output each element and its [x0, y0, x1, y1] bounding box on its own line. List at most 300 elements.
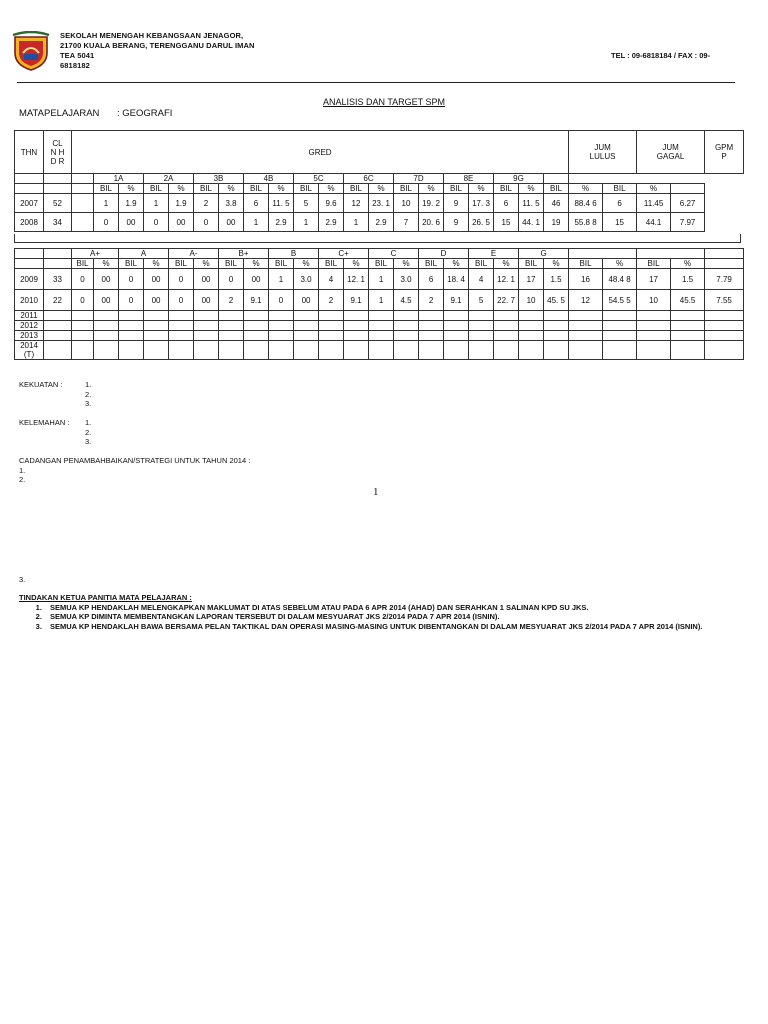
- blank-cell: [469, 311, 494, 321]
- strengths-item: 1.: [85, 380, 92, 389]
- blank-cell: [72, 341, 94, 360]
- bil-header: BIL: [169, 259, 194, 269]
- pct-cell: 1.9: [119, 194, 144, 213]
- pct-header: %: [219, 184, 244, 194]
- suggestions-label: CADANGAN PENAMBAHBAIKAN/STRATEGI UNTUK TAHUN 2014 :: [19, 456, 251, 465]
- blank-cell: [194, 331, 219, 341]
- grade-header: C: [369, 249, 419, 259]
- strengths-item: 2.: [85, 389, 92, 399]
- weaknesses-item: 2.: [85, 427, 92, 437]
- lulus-bil-cell: 12: [569, 290, 603, 311]
- bil-cell: 0: [119, 290, 144, 311]
- blank-cell: [344, 311, 369, 321]
- pct-cell: 9.1: [444, 290, 469, 311]
- header-divider: [17, 82, 735, 83]
- blank-cell: [344, 331, 369, 341]
- bil-cell: 5: [294, 194, 319, 213]
- bil-header: BIL: [94, 184, 119, 194]
- grade-header: G: [519, 249, 569, 259]
- blank-cell: [705, 311, 744, 321]
- bil-cell: 0: [72, 269, 94, 290]
- school-extra-line: 6818182: [60, 61, 90, 70]
- blank-cell: [444, 311, 469, 321]
- bil-header: BIL: [294, 184, 319, 194]
- action-item: 1. SEMUA KP HENDAKLAH MELENGKAPKAN MAKLUMAT DI ATAS SEBELUM ATAU PADA 6 APR 2014 (AHAD) DAN SERAHKAN 1 SALINAN KPD SU JKS.: [44, 603, 739, 613]
- bil-cell: 0: [219, 269, 244, 290]
- strengths-section: [19, 380, 91, 409]
- blank-cell: [219, 341, 244, 360]
- year-cell: 2011: [15, 311, 44, 321]
- bil-header: BIL: [319, 259, 344, 269]
- blank-cell: [637, 321, 671, 331]
- blank-cell: [294, 341, 319, 360]
- strengths-item: 3.: [85, 399, 92, 408]
- blank-cell: [705, 331, 744, 341]
- blank-cell: [319, 311, 344, 321]
- pct-cell: 18. 4: [444, 269, 469, 290]
- blank-cell: [705, 341, 744, 360]
- blank-cell: [15, 174, 44, 184]
- bil-cell: 1: [369, 269, 394, 290]
- pct-header: %: [269, 184, 294, 194]
- gagal-bil-cell: 6: [603, 194, 637, 213]
- blank-cell: [119, 331, 144, 341]
- bil-cell: 2: [319, 290, 344, 311]
- blank-cell: [72, 194, 94, 213]
- lulus-bil-cell: 19: [544, 213, 569, 232]
- blank-cell: [219, 311, 244, 321]
- pct-header: %: [569, 184, 603, 194]
- blank-cell: [569, 341, 603, 360]
- school-code-line: TEA 5041: [60, 51, 95, 60]
- bil-cell: 6: [244, 194, 269, 213]
- pct-header: %: [119, 184, 144, 194]
- weaknesses-section: [19, 418, 91, 447]
- blank-cell: [603, 321, 637, 331]
- bil-cell: 5: [469, 290, 494, 311]
- bil-header: BIL: [569, 259, 603, 269]
- suggestions-item: 1.: [19, 465, 26, 475]
- gpmp-cell: 7.55: [705, 290, 744, 311]
- pct-cell: 3.0: [394, 269, 419, 290]
- pct-cell: 45. 5: [544, 290, 569, 311]
- subject-value: : GEOGRAFI: [117, 108, 173, 119]
- blank-cell: [419, 321, 444, 331]
- blank-cell: [319, 321, 344, 331]
- col-header-candidates: CL N HD R: [44, 131, 72, 174]
- blank-cell: [603, 331, 637, 341]
- col-header-gred: GRED: [72, 131, 569, 174]
- bil-header: BIL: [494, 184, 519, 194]
- gagal-pct-cell: 1.5: [671, 269, 705, 290]
- bil-header: BIL: [119, 259, 144, 269]
- lulus-bil-cell: 46: [544, 194, 569, 213]
- pct-header: %: [544, 259, 569, 269]
- blank-cell: [44, 331, 72, 341]
- blank-cell: [144, 331, 169, 341]
- pct-cell: 23. 1: [369, 194, 394, 213]
- lulus-bil-cell: 16: [569, 269, 603, 290]
- table-row: [15, 290, 744, 311]
- bil-header: BIL: [344, 184, 369, 194]
- blank-cell: [705, 259, 744, 269]
- pct-cell: 12. 1: [494, 269, 519, 290]
- year-cell: 2009: [15, 269, 44, 290]
- pct-cell: 26. 5: [469, 213, 494, 232]
- bil-header: BIL: [469, 259, 494, 269]
- gpmp-cell: 7.79: [705, 269, 744, 290]
- candidates-cell: 52: [44, 194, 72, 213]
- bil-header: BIL: [219, 259, 244, 269]
- blank-cell: [194, 341, 219, 360]
- blank-cell: [705, 249, 744, 259]
- gagal-bil-cell: 15: [603, 213, 637, 232]
- blank-cell: [169, 341, 194, 360]
- lulus-pct-cell: 55.8 8: [569, 213, 603, 232]
- pct-header: %: [319, 184, 344, 194]
- bil-cell: 10: [394, 194, 419, 213]
- table-row: [15, 321, 744, 331]
- pct-cell: 11. 5: [269, 194, 294, 213]
- blank-cell: [169, 321, 194, 331]
- pct-header: %: [244, 259, 269, 269]
- blank-cell: [344, 341, 369, 360]
- blank-cell: [44, 321, 72, 331]
- blank-cell: [494, 321, 519, 331]
- blank-cell: [544, 331, 569, 341]
- bil-header: BIL: [544, 184, 569, 194]
- pct-cell: 00: [244, 269, 269, 290]
- pct-cell: 2.9: [369, 213, 394, 232]
- bil-cell: 10: [519, 290, 544, 311]
- blank-cell: [394, 311, 419, 321]
- bil-cell: 1: [269, 269, 294, 290]
- blank-cell: [705, 321, 744, 331]
- year-cell: 2013: [15, 331, 44, 341]
- pct-cell: 22. 7: [494, 290, 519, 311]
- blank-cell: [603, 311, 637, 321]
- col-header-year: THN: [15, 131, 44, 174]
- bil-cell: 2: [219, 290, 244, 311]
- grade-header: 9G: [494, 174, 544, 184]
- pct-cell: 00: [294, 290, 319, 311]
- bil-cell: 7: [394, 213, 419, 232]
- pct-cell: 00: [119, 213, 144, 232]
- bil-cell: 0: [194, 213, 219, 232]
- bil-cell: 1: [294, 213, 319, 232]
- blank-cell: [469, 341, 494, 360]
- grade-header: E: [469, 249, 519, 259]
- pct-header: %: [394, 259, 419, 269]
- blank-cell: [569, 331, 603, 341]
- table-row: [15, 331, 744, 341]
- pct-cell: 00: [94, 290, 119, 311]
- pct-header: %: [469, 184, 494, 194]
- blank-cell: [569, 311, 603, 321]
- school-crest-logo: [11, 31, 51, 71]
- grade-header: A-: [169, 249, 219, 259]
- bil-cell: 6: [419, 269, 444, 290]
- results-table-1: [14, 130, 744, 232]
- blank-cell: [544, 311, 569, 321]
- blank-cell: [544, 341, 569, 360]
- blank-cell: [94, 311, 119, 321]
- bil-cell: 0: [119, 269, 144, 290]
- blank-cell: [637, 331, 671, 341]
- blank-cell: [637, 311, 671, 321]
- blank-cell: [519, 321, 544, 331]
- pct-cell: 00: [144, 269, 169, 290]
- table-row: [15, 213, 744, 232]
- pct-header: %: [444, 259, 469, 269]
- blank-cell: [419, 311, 444, 321]
- blank-cell: [444, 321, 469, 331]
- suggestions-item: 3.: [19, 575, 26, 584]
- blank-cell: [569, 249, 637, 259]
- blank-cell: [15, 259, 44, 269]
- blank-cell: [94, 331, 119, 341]
- bil-header: BIL: [269, 259, 294, 269]
- pct-cell: 11. 5: [519, 194, 544, 213]
- school-address: [60, 31, 255, 71]
- year-cell: 2010: [15, 290, 44, 311]
- grade-header: D: [419, 249, 469, 259]
- bil-cell: 0: [144, 213, 169, 232]
- blank-cell: [169, 331, 194, 341]
- pct-cell: 9.1: [344, 290, 369, 311]
- bil-cell: 9: [444, 194, 469, 213]
- pct-header: %: [637, 184, 671, 194]
- weaknesses-item: 1.: [85, 418, 92, 427]
- blank-cell: [369, 311, 394, 321]
- blank-cell: [169, 311, 194, 321]
- blank-cell: [44, 341, 72, 360]
- blank-cell: [671, 311, 705, 321]
- year-cell: 2007: [15, 194, 44, 213]
- blank-cell: [44, 174, 72, 184]
- blank-cell: [294, 321, 319, 331]
- blank-cell: [394, 331, 419, 341]
- blank-cell: [119, 321, 144, 331]
- blank-cell: [219, 321, 244, 331]
- results-table-2: [14, 248, 744, 360]
- blank-cell: [144, 311, 169, 321]
- grade-header: 4B: [244, 174, 294, 184]
- pct-header: %: [671, 259, 705, 269]
- bil-cell: 1: [369, 290, 394, 311]
- grade-header: B+: [219, 249, 269, 259]
- blank-cell: [94, 321, 119, 331]
- year-cell: 2012: [15, 321, 44, 331]
- blank-cell: [603, 341, 637, 360]
- gagal-pct-cell: 44.1: [637, 213, 671, 232]
- grade-header: C+: [319, 249, 369, 259]
- bil-cell: 2: [194, 194, 219, 213]
- blank-cell: [219, 331, 244, 341]
- pct-header: %: [494, 259, 519, 269]
- blank-cell: [119, 311, 144, 321]
- blank-cell: [394, 341, 419, 360]
- blank-cell: [269, 341, 294, 360]
- blank-cell: [671, 331, 705, 341]
- blank-cell: [319, 331, 344, 341]
- bil-header: BIL: [419, 259, 444, 269]
- table-row: [15, 311, 744, 321]
- blank-cell: [44, 184, 72, 194]
- blank-cell: [294, 311, 319, 321]
- grade-header: 1A: [94, 174, 144, 184]
- pct-header: %: [144, 259, 169, 269]
- action-item: 3. SEMUA KP HENDAKLAH BAWA BERSAMA PELAN TAKTIKAL DAN OPERASI MASING-MASING UNTUK DIBENTANGKAN DI DALAM MESYUARAT JKS 2/2014 PADA 7 APR 2014 (ISNIN).: [44, 622, 739, 632]
- blank-cell: [44, 259, 72, 269]
- blank-cell: [72, 331, 94, 341]
- bil-cell: 1: [344, 213, 369, 232]
- action-section: [19, 593, 739, 631]
- pct-cell: 1.9: [169, 194, 194, 213]
- pct-cell: 2.9: [269, 213, 294, 232]
- grade-header: B: [269, 249, 319, 259]
- bil-header: BIL: [519, 259, 544, 269]
- blank-cell: [637, 249, 705, 259]
- pct-header: %: [603, 259, 637, 269]
- blank-cell: [494, 311, 519, 321]
- bil-header: BIL: [144, 184, 169, 194]
- blank-cell: [494, 341, 519, 360]
- blank-cell: [469, 331, 494, 341]
- grade-header: 5C: [294, 174, 344, 184]
- bil-header: BIL: [394, 184, 419, 194]
- bil-cell: 6: [494, 194, 519, 213]
- pct-header: %: [169, 184, 194, 194]
- blank-cell: [194, 321, 219, 331]
- col-header-jum-gagal: JUM GAGAL: [637, 131, 705, 174]
- pct-cell: 17. 3: [469, 194, 494, 213]
- candidates-cell: 22: [44, 290, 72, 311]
- grade-header: 6C: [344, 174, 394, 184]
- grade-header: A+: [72, 249, 119, 259]
- grade-header: A: [119, 249, 169, 259]
- blank-cell: [519, 341, 544, 360]
- col-header-gpmp: GPM P: [705, 131, 744, 174]
- bil-cell: 2: [419, 290, 444, 311]
- blank-cell: [15, 249, 44, 259]
- pct-cell: 00: [194, 269, 219, 290]
- blank-cell: [244, 341, 269, 360]
- pct-cell: 9.6: [319, 194, 344, 213]
- school-name-line: SEKOLAH MENENGAH KEBANGSAAN JENAGOR,: [60, 31, 244, 40]
- pct-header: %: [194, 259, 219, 269]
- blank-cell: [469, 321, 494, 331]
- gagal-bil-cell: 10: [637, 290, 671, 311]
- grade-header: 2A: [144, 174, 194, 184]
- blank-cell: [637, 341, 671, 360]
- bil-header: BIL: [603, 184, 637, 194]
- subject-line: [19, 108, 172, 119]
- pct-cell: 00: [94, 269, 119, 290]
- pct-cell: 2.9: [319, 213, 344, 232]
- bil-cell: 4: [469, 269, 494, 290]
- action-list: [19, 603, 739, 632]
- pct-header: %: [294, 259, 319, 269]
- blank-cell: [569, 321, 603, 331]
- blank-cell: [244, 331, 269, 341]
- subject-label: MATAPELAJARAN: [19, 108, 100, 119]
- blank-cell: [244, 321, 269, 331]
- bil-header: BIL: [72, 259, 94, 269]
- action-heading: TINDAKAN KETUA PANITIA MATA PELAJARAN :: [19, 593, 192, 602]
- bil-header: BIL: [637, 259, 671, 269]
- blank-cell: [544, 174, 569, 184]
- blank-cell: [44, 249, 72, 259]
- blank-cell: [94, 341, 119, 360]
- blank-cell: [72, 321, 94, 331]
- blank-cell: [72, 174, 94, 184]
- bil-cell: 4: [319, 269, 344, 290]
- bil-cell: 15: [494, 213, 519, 232]
- blank-cell: [15, 184, 44, 194]
- blank-cell: [72, 213, 94, 232]
- blank-cell: [671, 184, 705, 194]
- blank-cell: [369, 341, 394, 360]
- blank-cell: [419, 341, 444, 360]
- pct-header: %: [344, 259, 369, 269]
- strengths-label: KEKUATAN :: [19, 380, 63, 389]
- candidates-cell: 34: [44, 213, 72, 232]
- blank-cell: [244, 311, 269, 321]
- school-address-line: 21700 KUALA BERANG, TERENGGANU DARUL IMAN: [60, 41, 255, 50]
- pct-header: %: [419, 184, 444, 194]
- pct-header: %: [94, 259, 119, 269]
- pct-cell: 9.1: [244, 290, 269, 311]
- bil-cell: 12: [344, 194, 369, 213]
- bil-cell: 1: [144, 194, 169, 213]
- pct-cell: 00: [194, 290, 219, 311]
- lulus-pct-cell: 48.4 8: [603, 269, 637, 290]
- blank-cell: [294, 331, 319, 341]
- year-cell: 2008: [15, 213, 44, 232]
- col-header-jum-lulus: JUM LULUS: [569, 131, 637, 174]
- gagal-pct-cell: 45.5: [671, 290, 705, 311]
- blank-cell: [444, 341, 469, 360]
- pct-header: %: [369, 184, 394, 194]
- blank-cell: [44, 311, 72, 321]
- blank-cell: [369, 331, 394, 341]
- blank-cell: [144, 341, 169, 360]
- contact-info: TEL : 09-6818184 / FAX : 09-: [611, 51, 711, 60]
- pct-cell: 12. 1: [344, 269, 369, 290]
- blank-cell: [269, 331, 294, 341]
- lulus-pct-cell: 88.4 6: [569, 194, 603, 213]
- lulus-pct-cell: 54.5 5: [603, 290, 637, 311]
- blank-cell: [519, 331, 544, 341]
- bil-cell: 0: [72, 290, 94, 311]
- bil-cell: 0: [269, 290, 294, 311]
- gpmp-cell: 6.27: [671, 194, 705, 213]
- pct-cell: 00: [169, 213, 194, 232]
- grade-header: 3B: [194, 174, 244, 184]
- bil-cell: 0: [169, 269, 194, 290]
- year-cell: 2014 (T): [15, 341, 44, 360]
- blank-cell: [194, 311, 219, 321]
- document-title: ANALISIS DAN TARGET SPM: [322, 97, 446, 107]
- pct-cell: 3.8: [219, 194, 244, 213]
- pct-cell: 00: [219, 213, 244, 232]
- bil-header: BIL: [244, 184, 269, 194]
- blank-cell: [671, 341, 705, 360]
- grade-header: 7D: [394, 174, 444, 184]
- bil-cell: 0: [94, 213, 119, 232]
- bil-header: BIL: [444, 184, 469, 194]
